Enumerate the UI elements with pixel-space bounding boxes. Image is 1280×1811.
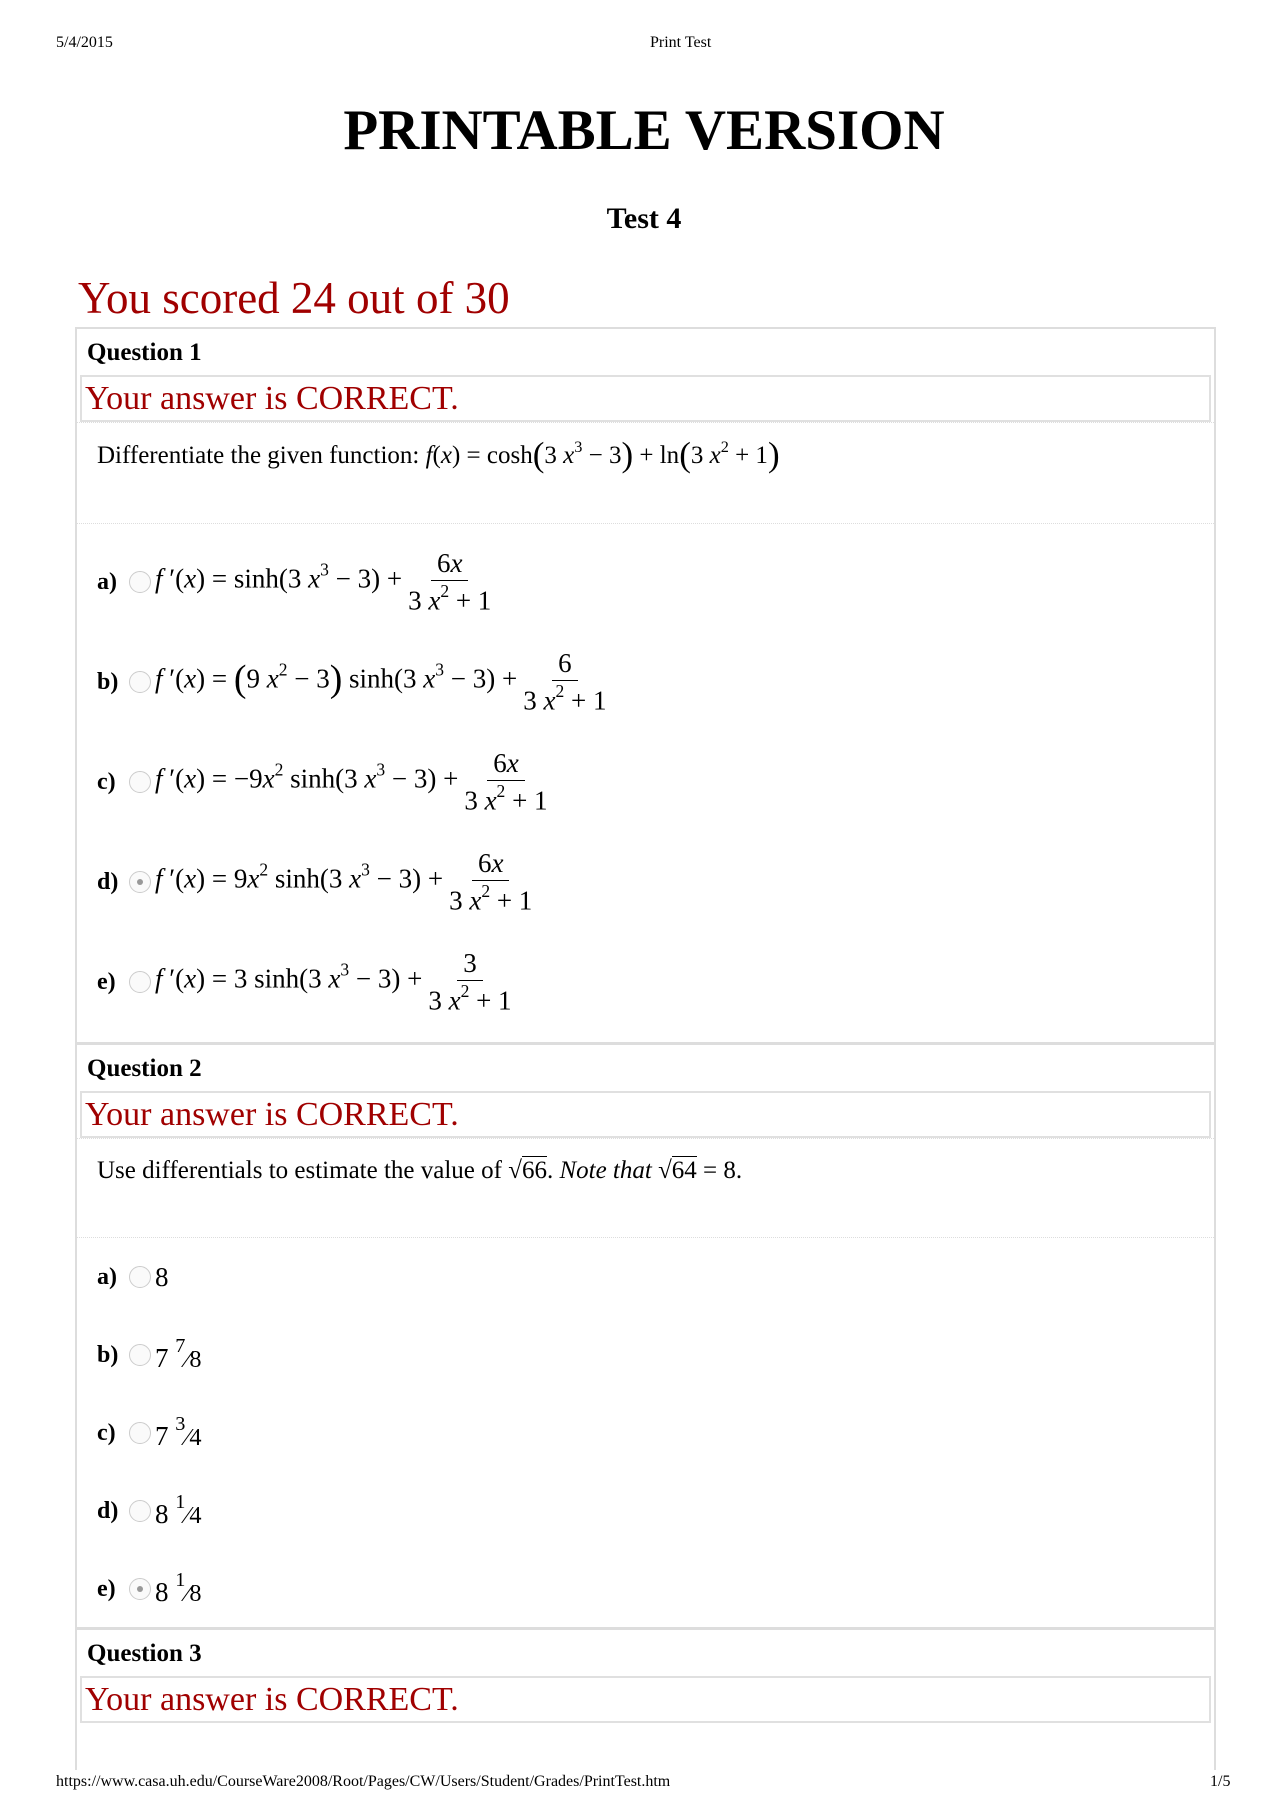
math-token: 2 bbox=[440, 580, 450, 601]
math-token: 2 bbox=[720, 437, 729, 456]
question-3 bbox=[75, 1627, 1216, 1770]
math-token: − 3 bbox=[582, 442, 622, 470]
fraction bbox=[464, 747, 547, 816]
math-token: 3 bbox=[523, 685, 544, 716]
math-token: x bbox=[563, 442, 575, 470]
result-banner: Your answer is CORRECT. bbox=[80, 1676, 1211, 1723]
numerator bbox=[431, 547, 468, 580]
option-letter: b) bbox=[97, 1341, 119, 1368]
math-token: ′( bbox=[162, 664, 185, 695]
answer-option-e[interactable] bbox=[97, 1550, 1194, 1628]
math-token: x bbox=[349, 864, 362, 895]
math-token: 7 bbox=[175, 1335, 186, 1358]
math-token: 1 bbox=[175, 1491, 186, 1514]
math-token: x bbox=[364, 764, 377, 795]
math-token: x bbox=[184, 664, 197, 695]
test-name: Test 4 bbox=[606, 202, 682, 235]
math-token: + 1 bbox=[505, 785, 548, 816]
question-text bbox=[77, 422, 1214, 524]
math-token: x bbox=[266, 664, 279, 695]
math-token: ′( bbox=[162, 964, 185, 995]
math-token: 2 bbox=[460, 980, 470, 1001]
math-token: − 3) + bbox=[349, 964, 423, 995]
math-token: ) = −9 bbox=[196, 764, 263, 795]
fraction bbox=[449, 847, 532, 916]
math-token: 7 bbox=[155, 1343, 176, 1374]
math-token: f bbox=[155, 564, 163, 595]
math-token: Differentiate the given function: bbox=[97, 442, 426, 470]
radio-button[interactable] bbox=[129, 671, 151, 693]
math-token: ⁄8 bbox=[185, 1346, 202, 1374]
math-token: . bbox=[546, 1157, 560, 1184]
math-token: ) = sinh(3 bbox=[196, 564, 309, 595]
radio-button[interactable] bbox=[129, 571, 151, 593]
option-expression bbox=[155, 1262, 169, 1293]
print-header-title: Print Test bbox=[650, 34, 712, 51]
answer-options bbox=[77, 1238, 1214, 1628]
question-1 bbox=[75, 327, 1216, 1042]
option-expression bbox=[155, 947, 518, 1016]
math-token: 64 bbox=[671, 1157, 697, 1184]
option-letter: a) bbox=[97, 1263, 117, 1290]
math-token: + ln bbox=[633, 442, 680, 470]
math-token: − 3) + bbox=[369, 864, 444, 895]
math-token: x bbox=[184, 964, 197, 995]
math-token: x bbox=[184, 764, 197, 795]
answer-option-d[interactable] bbox=[97, 1472, 1194, 1550]
math-token: 3 bbox=[544, 442, 564, 470]
option-letter: b) bbox=[97, 668, 119, 695]
math-token: 3 bbox=[175, 1413, 186, 1436]
math-token: 2 bbox=[278, 659, 288, 680]
math-token: 2 bbox=[496, 780, 506, 801]
fraction bbox=[428, 947, 511, 1016]
math-token: x bbox=[543, 685, 556, 716]
option-letter: d) bbox=[97, 868, 119, 895]
radio-button[interactable] bbox=[129, 1500, 151, 1522]
fraction bbox=[408, 547, 491, 616]
math-token: x bbox=[469, 885, 482, 916]
math-token: 3 bbox=[449, 885, 470, 916]
answer-option-a[interactable] bbox=[97, 1238, 1194, 1316]
math-token: 6 bbox=[477, 848, 492, 879]
denominator bbox=[428, 981, 511, 1017]
math-token: ′( bbox=[162, 864, 185, 895]
math-token: √ bbox=[508, 1157, 522, 1184]
option-letter: e) bbox=[97, 1575, 116, 1602]
math-token: x bbox=[450, 548, 463, 579]
question-label: Question 3 bbox=[87, 1640, 202, 1667]
math-token: 3 bbox=[574, 437, 583, 456]
math-token: − 3) + bbox=[444, 664, 518, 695]
math-token: ) bbox=[329, 658, 343, 701]
math-token: + 1 bbox=[469, 985, 512, 1016]
question-label: Question 1 bbox=[87, 339, 202, 366]
math-token: x bbox=[440, 442, 452, 470]
math-token: x bbox=[328, 964, 341, 995]
page-number: 1/5 bbox=[1210, 1773, 1231, 1790]
fraction bbox=[523, 647, 606, 716]
math-token: 3 bbox=[320, 559, 329, 580]
result-banner: Your answer is CORRECT. bbox=[80, 1091, 1211, 1138]
math-token: x bbox=[428, 585, 441, 616]
option-expression bbox=[155, 1335, 202, 1374]
math-token: ⁄8 bbox=[185, 1580, 202, 1608]
math-token: + 1 bbox=[564, 685, 607, 716]
math-token: ( bbox=[233, 658, 247, 701]
math-token: ′( bbox=[162, 764, 185, 795]
answer-option-d[interactable] bbox=[97, 832, 1194, 932]
math-token: x bbox=[491, 848, 504, 879]
math-token: ⁄4 bbox=[185, 1424, 202, 1452]
radio-button[interactable] bbox=[129, 1422, 151, 1444]
math-token: 8 bbox=[155, 1261, 169, 1292]
math-token: 2 bbox=[259, 859, 269, 880]
math-token: Use differentials to estimate the value of bbox=[97, 1157, 509, 1184]
math-token: Note that bbox=[559, 1157, 659, 1184]
page-url: https://www.casa.uh.edu/CourseWare2008/Root/Pages/CW/Users/Student/Grades/PrintTest.htm bbox=[56, 1773, 671, 1790]
math-token: sinh(3 bbox=[283, 764, 365, 795]
math-token: 6 bbox=[558, 648, 572, 679]
math-token: 3 bbox=[428, 985, 449, 1016]
math-token: x bbox=[184, 864, 197, 895]
math-token: x bbox=[506, 748, 519, 779]
math-token: ) bbox=[621, 435, 634, 474]
question-2 bbox=[75, 1042, 1216, 1628]
answer-option-c[interactable] bbox=[97, 732, 1194, 832]
radio-button[interactable] bbox=[129, 1344, 151, 1366]
radio-button[interactable] bbox=[129, 871, 151, 893]
math-token: ) = 3 sinh(3 bbox=[196, 964, 329, 995]
answer-option-c[interactable] bbox=[97, 1394, 1194, 1472]
math-token: ) = 9 bbox=[196, 864, 248, 895]
page-title: PRINTABLE VERSION bbox=[343, 99, 945, 162]
result-banner: Your answer is CORRECT. bbox=[80, 375, 1211, 422]
math-token: 66 bbox=[521, 1157, 547, 1184]
math-token: 1 bbox=[175, 1569, 186, 1592]
math-token: 3 bbox=[340, 959, 350, 980]
math-token: 3 bbox=[361, 859, 370, 880]
option-expression bbox=[155, 547, 497, 616]
numerator bbox=[487, 747, 524, 780]
math-token: √ bbox=[658, 1157, 672, 1184]
option-letter: d) bbox=[97, 1497, 119, 1524]
denominator bbox=[449, 881, 532, 917]
math-token: x bbox=[308, 564, 321, 595]
answer-option-b[interactable] bbox=[97, 1316, 1194, 1394]
numerator bbox=[472, 847, 509, 880]
answer-option-e[interactable] bbox=[97, 932, 1194, 1032]
answer-option-b[interactable] bbox=[97, 632, 1194, 732]
math-token: 8 bbox=[155, 1577, 176, 1608]
answer-options bbox=[77, 532, 1214, 1032]
math-token: f bbox=[425, 442, 433, 470]
option-expression bbox=[155, 647, 612, 716]
math-token: f bbox=[155, 764, 163, 795]
math-token: x bbox=[423, 664, 436, 695]
option-letter: c) bbox=[97, 1419, 116, 1446]
option-letter: e) bbox=[97, 968, 116, 995]
math-token: 6 bbox=[493, 748, 507, 779]
math-token: 3 bbox=[463, 948, 477, 979]
numerator bbox=[552, 647, 578, 680]
math-token: x bbox=[262, 764, 275, 795]
math-token: f bbox=[155, 664, 163, 695]
math-token: 3 bbox=[435, 659, 445, 680]
math-token: x bbox=[448, 985, 461, 1016]
math-token: 9 bbox=[246, 664, 267, 695]
option-expression bbox=[155, 1413, 202, 1452]
math-token: x bbox=[247, 864, 260, 895]
denominator bbox=[523, 681, 606, 717]
math-token: 3 bbox=[690, 442, 710, 470]
math-token: + 1 bbox=[449, 585, 492, 616]
math-token: ′( bbox=[162, 564, 185, 595]
option-expression bbox=[155, 747, 554, 816]
math-token: ⁄4 bbox=[185, 1502, 202, 1530]
print-date: 5/4/2015 bbox=[56, 34, 113, 51]
math-token: ) bbox=[767, 435, 780, 474]
math-token: − 3 bbox=[287, 664, 330, 695]
math-token: 3 bbox=[464, 785, 485, 816]
math-token: x bbox=[709, 442, 721, 470]
denominator bbox=[408, 581, 491, 617]
math-token: sinh(3 bbox=[268, 864, 350, 895]
radio-button[interactable] bbox=[129, 1266, 151, 1288]
math-token: f bbox=[155, 864, 163, 895]
math-token: ) = cosh bbox=[451, 442, 533, 470]
option-expression bbox=[155, 847, 538, 916]
math-token: ( bbox=[432, 442, 441, 470]
question-text bbox=[77, 1138, 1214, 1238]
math-token: x bbox=[184, 564, 197, 595]
math-token: ( bbox=[679, 435, 691, 474]
math-token: = 8. bbox=[696, 1157, 743, 1184]
math-token: ( bbox=[532, 435, 545, 474]
answer-option-a[interactable] bbox=[97, 532, 1194, 632]
math-token: 6 bbox=[436, 548, 451, 579]
denominator bbox=[464, 781, 547, 817]
math-token: 3 bbox=[408, 585, 429, 616]
math-token: + 1 bbox=[490, 885, 533, 916]
option-expression bbox=[155, 1491, 202, 1530]
math-token: 2 bbox=[481, 880, 491, 901]
option-letter: a) bbox=[97, 568, 117, 595]
math-token: x bbox=[484, 785, 497, 816]
math-token: ) = bbox=[196, 664, 234, 695]
radio-button[interactable] bbox=[129, 771, 151, 793]
math-token: f bbox=[155, 964, 163, 995]
math-token: 2 bbox=[555, 680, 565, 701]
option-expression bbox=[155, 1569, 202, 1608]
math-token: 7 bbox=[155, 1421, 176, 1452]
question-label: Question 2 bbox=[87, 1055, 202, 1082]
radio-button[interactable] bbox=[129, 971, 151, 993]
math-token: sinh(3 bbox=[342, 664, 424, 695]
score-summary: You scored 24 out of 30 bbox=[78, 273, 510, 323]
math-token: − 3) + bbox=[328, 564, 403, 595]
math-token: 2 bbox=[274, 759, 284, 780]
math-token: − 3) + bbox=[385, 764, 459, 795]
math-token: 3 bbox=[376, 759, 386, 780]
numerator bbox=[457, 947, 483, 980]
radio-button[interactable] bbox=[129, 1578, 151, 1600]
math-token: 8 bbox=[155, 1499, 176, 1530]
option-letter: c) bbox=[97, 768, 116, 795]
math-token: + 1 bbox=[728, 442, 768, 470]
